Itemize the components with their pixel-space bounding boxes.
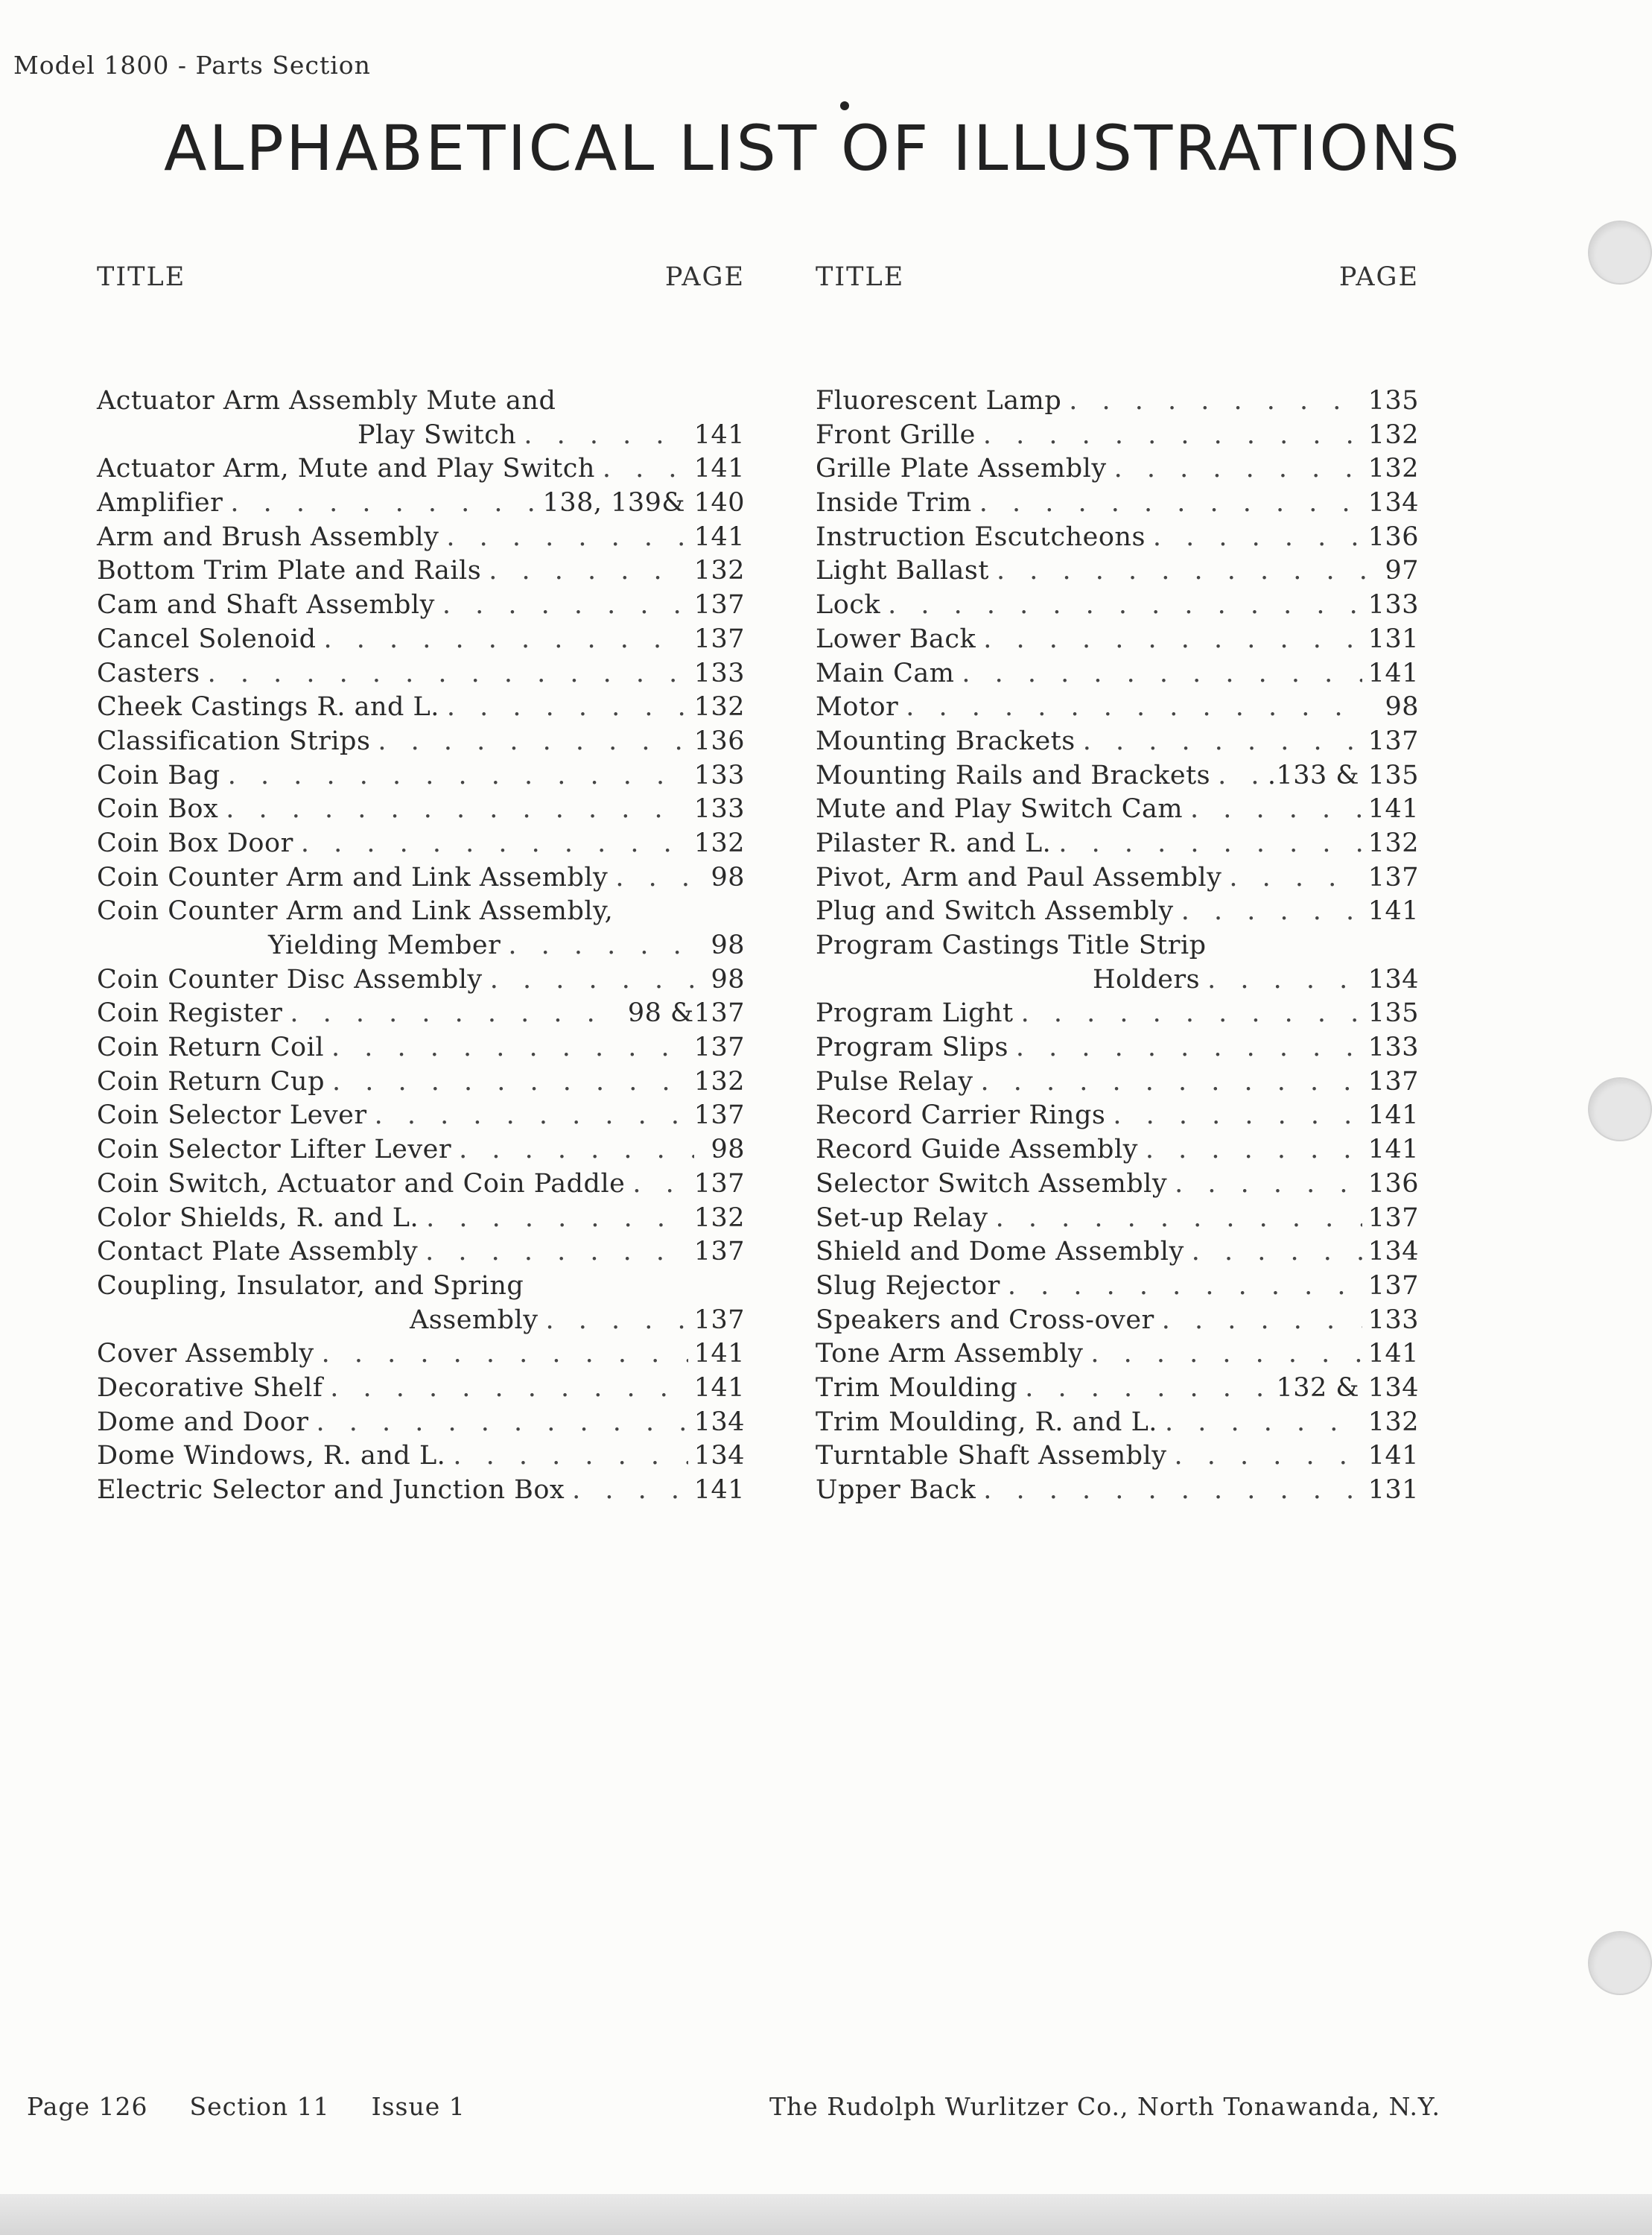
dot-leader	[1184, 1237, 1362, 1266]
dot-leader	[538, 1305, 687, 1335]
entry-title: Record Guide Assembly	[816, 1135, 1138, 1165]
entry-page: 136	[1367, 522, 1419, 552]
footer-issue: Issue 1	[371, 2092, 466, 2121]
dot-leader	[445, 1441, 687, 1471]
index-entry	[97, 1373, 745, 1407]
index-entry	[97, 1339, 745, 1373]
dot-leader	[1167, 1169, 1362, 1199]
dot-leader	[218, 794, 687, 824]
index-entry	[97, 965, 745, 999]
index-entry	[816, 1271, 1419, 1305]
entry-title: Assembly	[410, 1304, 539, 1335]
binder-hole-bottom	[1588, 1931, 1652, 1995]
footer-publisher: The Rudolph Wurlitzer Co., North Tonawanda, N.Y.	[769, 2092, 1440, 2121]
index-entry	[816, 931, 1419, 965]
entry-title: Program Light	[816, 998, 1014, 1029]
dot-leader	[1076, 726, 1362, 756]
index-entry	[816, 590, 1419, 624]
entry-page: 141	[1367, 1441, 1419, 1471]
index-entry	[816, 386, 1419, 420]
entry-page: 141	[1367, 1100, 1419, 1131]
dot-leader	[1167, 1441, 1362, 1471]
dot-leader	[608, 863, 694, 893]
entry-title: Fluorescent Lamp	[816, 386, 1062, 416]
dot-leader	[988, 1203, 1362, 1233]
index-entry	[97, 659, 745, 693]
entry-page: 98	[711, 931, 745, 960]
dot-leader	[418, 1237, 688, 1266]
index-entry	[816, 624, 1419, 659]
binder-hole-middle	[1588, 1077, 1652, 1141]
entry-title: Shield and Dome Assembly	[816, 1237, 1184, 1267]
dot-leader	[1061, 386, 1362, 416]
entry-title: Front Grille	[816, 419, 976, 450]
index-entry	[816, 761, 1419, 795]
dot-leader	[439, 692, 688, 722]
dot-leader	[595, 454, 688, 484]
entry-title: Coin Box	[97, 794, 219, 825]
entry-title: Coin Counter Disc Assembly	[97, 964, 483, 995]
dot-leader	[324, 1033, 688, 1062]
entry-title: Arm and Brush Assembly	[97, 522, 439, 552]
dot-leader	[1221, 863, 1362, 893]
entry-page: 137	[693, 624, 745, 654]
entry-page: 137	[1367, 1066, 1419, 1097]
dot-leader	[973, 1067, 1362, 1097]
dot-leader	[367, 1100, 688, 1130]
entry-title: Cancel Solenoid	[97, 624, 317, 654]
entry-page: 133	[1367, 1304, 1419, 1335]
dot-leader	[220, 761, 688, 790]
entry-page: 132	[693, 1066, 745, 1097]
entry-page: 138, 139& 140	[542, 488, 745, 519]
dot-leader	[1200, 965, 1362, 995]
index-entry	[97, 1475, 745, 1509]
entry-page: 132	[693, 828, 745, 858]
entry-page: 141	[1367, 794, 1419, 825]
dot-leader	[223, 488, 536, 518]
entry-title: Dome Windows, R. and L.	[97, 1441, 446, 1471]
dot-leader	[898, 692, 1368, 722]
title-ink-dot	[840, 101, 849, 110]
entry-title: Pulse Relay	[816, 1066, 973, 1097]
entry-title: Color Shields, R. and L.	[97, 1202, 419, 1233]
index-entry	[816, 863, 1419, 897]
index-entry	[816, 1135, 1419, 1169]
index-entry	[97, 1237, 745, 1271]
index-entry	[816, 828, 1419, 863]
index-entry	[816, 794, 1419, 828]
index-entry	[816, 488, 1419, 522]
page-column-label: PAGE	[664, 262, 745, 292]
index-entry	[816, 1475, 1419, 1509]
entry-page: 141	[693, 454, 745, 484]
entry-page: 131	[1367, 1475, 1419, 1505]
entry-title: Casters	[97, 658, 200, 688]
title-column-label: TITLE	[97, 262, 186, 292]
index-entry	[816, 692, 1419, 726]
entry-title: Cheek Castings R. and L.	[97, 692, 439, 723]
dot-leader	[1146, 522, 1362, 552]
index-entry	[97, 556, 745, 590]
dot-leader	[323, 1373, 687, 1403]
entry-title: Record Carrier Rings	[816, 1100, 1106, 1131]
dot-leader	[1183, 794, 1362, 824]
entry-title: Mute and Play Switch Cam	[816, 794, 1184, 825]
index-entry	[816, 726, 1419, 761]
entry-title: Selector Switch Assembly	[816, 1168, 1168, 1199]
entry-title: Slug Rejector	[816, 1270, 1000, 1301]
entry-page: 141	[693, 1372, 745, 1403]
dot-leader	[419, 1203, 688, 1233]
index-entry	[97, 863, 745, 897]
entry-page: 134	[1367, 964, 1419, 995]
index-entry	[816, 659, 1419, 693]
entry-title: Decorative Shelf	[97, 1372, 323, 1403]
dot-leader	[317, 624, 688, 654]
binder-hole-top	[1588, 221, 1652, 285]
dot-leader	[972, 488, 1362, 518]
index-entry	[97, 761, 745, 795]
index-entry	[816, 1373, 1419, 1407]
dot-leader	[880, 590, 1362, 620]
entry-title: Coin Switch, Actuator and Coin Paddle	[97, 1168, 626, 1199]
entry-page: 137	[1367, 862, 1419, 893]
right-column	[816, 262, 1419, 1509]
entry-title: Coin Selector Lever	[97, 1100, 367, 1131]
dot-leader	[370, 726, 687, 756]
entry-title: Trim Moulding	[816, 1372, 1018, 1403]
index-entry	[97, 522, 745, 557]
entry-title: Mounting Rails and Brackets	[816, 760, 1211, 790]
entry-page: 133	[693, 794, 745, 825]
left-column	[97, 262, 745, 1509]
index-entry	[97, 1441, 745, 1475]
entry-title: Coin Selector Lifter Lever	[97, 1135, 452, 1165]
index-entry	[816, 420, 1419, 454]
index-entry	[816, 1067, 1419, 1101]
dot-leader	[516, 420, 687, 450]
entry-page: 133	[693, 760, 745, 790]
entry-title: Program Castings Title Strip	[816, 931, 1207, 960]
entry-page: 98 &137	[627, 998, 745, 1029]
entry-page: 135	[1367, 386, 1419, 416]
entry-page: 98	[1385, 692, 1419, 723]
footer-section: Section 11	[189, 2092, 330, 2121]
index-entry	[97, 794, 745, 828]
entry-page: 135	[1367, 998, 1419, 1029]
dot-leader	[293, 828, 688, 858]
entry-title: Electric Selector and Junction Box	[97, 1475, 565, 1505]
dot-leader	[989, 556, 1368, 586]
index-entry	[97, 1305, 745, 1340]
right-entry-list	[816, 386, 1419, 1509]
entry-title: Light Ballast	[816, 556, 989, 586]
dot-leader	[314, 1339, 688, 1369]
entry-page: 141	[693, 1339, 745, 1369]
dot-leader	[435, 590, 688, 620]
scan-bottom-edge	[0, 2194, 1652, 2235]
entry-title: Cam and Shaft Assembly	[97, 590, 435, 621]
entry-title: Program Slips	[816, 1033, 1008, 1063]
dot-leader	[325, 1067, 688, 1097]
entry-title: Coin Counter Arm and Link Assembly	[97, 862, 609, 893]
index-entry	[97, 726, 745, 761]
entry-title: Mounting Brackets	[816, 726, 1076, 756]
dot-leader	[1017, 1373, 1270, 1403]
dot-leader	[625, 1169, 687, 1199]
entry-title: Set-up Relay	[816, 1202, 988, 1233]
index-entry	[97, 1407, 745, 1442]
index-entry	[97, 931, 745, 965]
entry-page: 141	[693, 419, 745, 450]
entry-title: Coin Return Cup	[97, 1066, 325, 1097]
entry-page: 133	[1367, 1033, 1419, 1063]
page-column-label: PAGE	[1338, 262, 1419, 292]
dot-leader	[1051, 828, 1362, 858]
entry-page: 137	[693, 1304, 745, 1335]
entry-title: Cover Assembly	[97, 1339, 314, 1369]
dot-leader	[1000, 1271, 1362, 1301]
dot-leader	[1008, 1033, 1362, 1062]
left-entry-list	[97, 386, 745, 1509]
entry-title: Main Cam	[816, 658, 955, 688]
dot-leader	[1174, 896, 1362, 926]
entry-page: 141	[1367, 1135, 1419, 1165]
index-entry	[97, 828, 745, 863]
entry-page: 141	[693, 522, 745, 552]
entry-page: 132	[693, 692, 745, 723]
entry-title: Pilaster R. and L.	[816, 828, 1052, 858]
entry-page: 132 & 134	[1276, 1372, 1419, 1403]
entry-page: 98	[711, 1135, 745, 1165]
entry-title: Dome and Door	[97, 1407, 309, 1437]
index-entry	[816, 522, 1419, 557]
entry-page: 136	[1367, 1168, 1419, 1199]
entry-page: 133	[693, 658, 745, 688]
index-entry	[97, 998, 745, 1033]
entry-page: 137	[693, 590, 745, 621]
entry-page: 141	[1367, 658, 1419, 688]
index-entry	[816, 1203, 1419, 1237]
index-entry	[97, 420, 745, 454]
index-entry	[97, 1135, 745, 1169]
entry-page: 132	[1367, 454, 1419, 484]
running-head: Model 1800 - Parts Section	[13, 51, 371, 80]
dot-leader	[282, 998, 622, 1028]
entry-page: 137	[693, 1168, 745, 1199]
dot-leader	[439, 522, 687, 552]
dot-leader	[1138, 1135, 1362, 1164]
entry-title: Amplifier	[97, 488, 223, 519]
dot-leader	[1014, 998, 1362, 1028]
entry-title: Coin Register	[97, 998, 283, 1029]
index-entry	[97, 624, 745, 659]
entry-title: Classification Strips	[97, 726, 371, 756]
dot-leader	[954, 659, 1362, 688]
dot-leader	[976, 624, 1362, 654]
entry-title: Lock	[816, 590, 881, 621]
entry-title: Trim Moulding, R. and L.	[816, 1407, 1157, 1437]
index-entry	[816, 998, 1419, 1033]
index-entry	[816, 965, 1419, 999]
title-column-label: TITLE	[816, 262, 905, 292]
entry-page: 134	[1367, 1237, 1419, 1267]
entry-title: Pivot, Arm and Paul Assembly	[816, 862, 1222, 893]
dot-leader	[309, 1407, 688, 1437]
entry-title: Yielding Member	[268, 931, 501, 960]
index-entry	[97, 386, 745, 420]
entry-title: Contact Plate Assembly	[97, 1237, 419, 1267]
index-entry	[97, 488, 745, 522]
index-entry	[816, 454, 1419, 488]
left-column-header	[97, 262, 745, 307]
dot-leader	[1105, 1100, 1362, 1130]
index-entry	[97, 1271, 745, 1305]
entry-page: 136	[693, 726, 745, 756]
index-entry	[97, 896, 745, 931]
entry-page: 133	[1367, 590, 1419, 621]
page-title: ALPHABETICAL LIST OF ILLUSTRATIONS	[164, 112, 1462, 185]
index-entry	[816, 896, 1419, 931]
index-entry	[97, 1100, 745, 1135]
entry-page: 137	[693, 1237, 745, 1267]
dot-leader	[501, 931, 694, 960]
entry-title: Coin Counter Arm and Link Assembly,	[97, 896, 614, 927]
dot-leader	[976, 420, 1362, 450]
entry-title: Instruction Escutcheons	[816, 522, 1146, 552]
entry-title: Inside Trim	[816, 488, 972, 519]
entry-page: 132	[1367, 828, 1419, 858]
entry-page: 98	[711, 862, 745, 893]
entry-title: Upper Back	[816, 1475, 976, 1505]
index-entry	[816, 1169, 1419, 1203]
index-entry	[97, 1067, 745, 1101]
dot-leader	[976, 1475, 1362, 1505]
footer-left	[27, 2092, 466, 2121]
index-entry	[816, 1033, 1419, 1067]
entry-page: 141	[1367, 896, 1419, 927]
entry-title: Play Switch	[358, 419, 517, 450]
dot-leader	[451, 1135, 694, 1164]
index-entry	[97, 1203, 745, 1237]
entry-page: 141	[1367, 1339, 1419, 1369]
entry-page: 134	[693, 1441, 745, 1471]
index-entry	[816, 556, 1419, 590]
entry-title: Speakers and Cross-over	[816, 1304, 1154, 1335]
entry-title: Turntable Shaft Assembly	[816, 1441, 1167, 1471]
entry-title: Bottom Trim Plate and Rails	[97, 556, 482, 586]
index-entry	[97, 454, 745, 488]
entry-page: 132	[693, 1202, 745, 1233]
index-entry	[97, 692, 745, 726]
entry-title: Actuator Arm Assembly Mute and	[97, 386, 556, 416]
dot-leader	[1083, 1339, 1362, 1369]
dot-leader	[483, 965, 694, 995]
entry-title: Actuator Arm, Mute and Play Switch	[97, 454, 595, 484]
footer-page-number: Page 126	[27, 2092, 148, 2121]
entry-title: Coin Box Door	[97, 828, 293, 858]
entry-page: 98	[711, 964, 745, 995]
index-entry	[816, 1237, 1419, 1271]
index-entry	[816, 1441, 1419, 1475]
entry-page: 132	[693, 556, 745, 586]
entry-title: Grille Plate Assembly	[816, 454, 1107, 484]
entry-page: 137	[693, 1033, 745, 1063]
entry-title: Tone Arm Assembly	[816, 1339, 1084, 1369]
entry-page: 132	[1367, 1407, 1419, 1437]
entry-page: 141	[693, 1475, 745, 1505]
entry-page: 131	[1367, 624, 1419, 654]
dot-leader	[1154, 1305, 1362, 1335]
index-entry	[97, 1033, 745, 1067]
index-entry	[97, 590, 745, 624]
entry-page: .133 & 135	[1267, 760, 1419, 790]
entry-title: Plug and Switch Assembly	[816, 896, 1174, 927]
entry-page: 137	[693, 1100, 745, 1131]
index-entry	[816, 1407, 1419, 1442]
entry-page: 134	[693, 1407, 745, 1437]
dot-leader	[200, 659, 688, 688]
right-column-header	[816, 262, 1419, 307]
dot-leader	[1157, 1407, 1362, 1437]
index-entry	[97, 1169, 745, 1203]
entry-title: Motor	[816, 692, 899, 723]
entry-title: Holders	[1093, 964, 1201, 995]
index-entry	[816, 1339, 1419, 1373]
entry-title: Coin Return Coil	[97, 1033, 325, 1063]
dot-leader	[1107, 454, 1362, 484]
dot-leader	[481, 556, 687, 586]
dot-leader	[565, 1475, 688, 1505]
index-entry	[816, 1305, 1419, 1340]
index-entry	[816, 1100, 1419, 1135]
entry-page: 137	[1367, 1270, 1419, 1301]
entry-page: 132	[1367, 419, 1419, 450]
entry-page: 134	[1367, 488, 1419, 519]
entry-page: 137	[1367, 726, 1419, 756]
entry-page: 97	[1385, 556, 1419, 586]
entry-title: Lower Back	[816, 624, 976, 654]
entry-page: 137	[1367, 1202, 1419, 1233]
entry-title: Coin Bag	[97, 760, 220, 790]
dot-leader	[1210, 761, 1262, 790]
entry-title: Coupling, Insulator, and Spring	[97, 1270, 524, 1301]
